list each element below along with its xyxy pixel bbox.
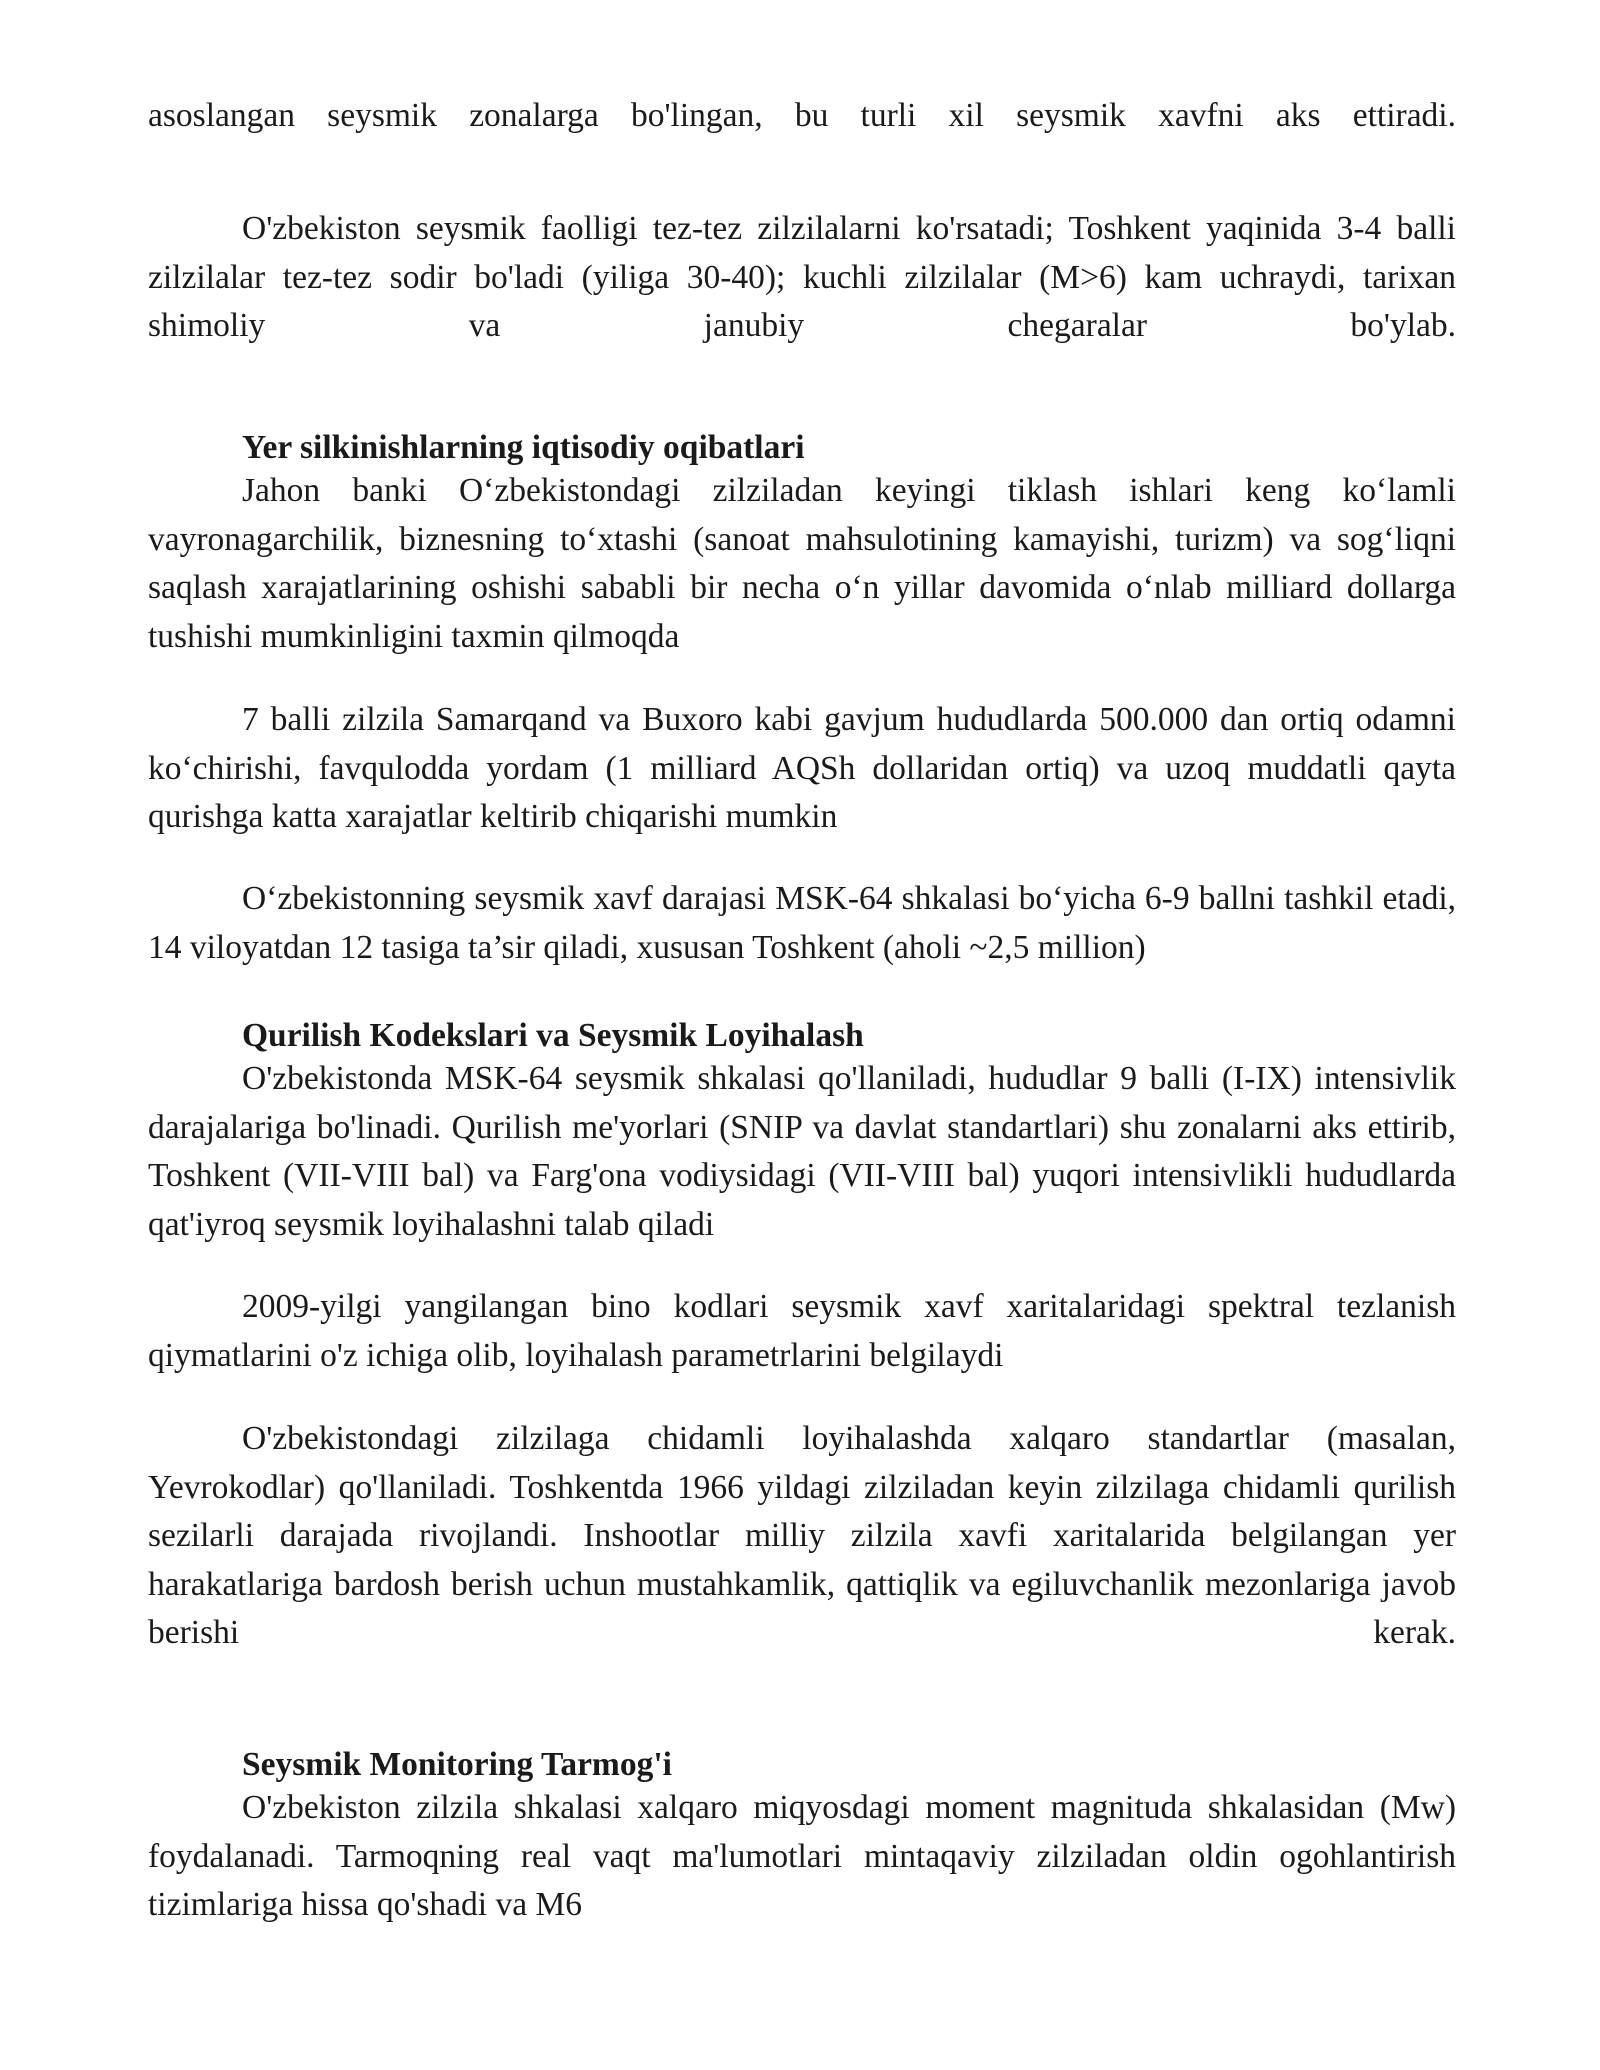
heading-economic-consequences: Yer silkinishlarning iqtisodiy oqibatlari — [242, 429, 805, 466]
heading-monitoring-network: Seysmik Monitoring Tarmog'i — [242, 1746, 672, 1783]
paragraph-magnitude-7-scenario: 7 balli zilzila Samarqand va Buxoro kabi gavjum hududlarda 500.000 dan ortiq odamni ko‘chirishi, favqulodda yordam (1 milliard AQSh dollaridan ortiq) va uzoq muddatli qayta qurishga katta xarajatlar keltirib chiqarishi mumkin — [148, 701, 1456, 835]
paragraph-2009-codes: 2009-yilgi yangilangan bino kodlari seysmik xavf xaritalaridagi spektral tezlanish qiymatlarini o'z ichiga olib, loyihalash parametrlarini belgilaydi — [148, 1288, 1456, 1374]
paragraph-hazard-level: O‘zbekistonning seysmik xavf darajasi MSK-64 shkalasi bo‘yicha 6-9 ballni tashkil etadi, 14 viloyatdan 12 tasiga ta’sir qiladi, xususan Toshkent (aholi ~2,5 million) — [148, 880, 1456, 966]
heading-building-codes: Qurilish Kodekslari va Seysmik Loyihalash — [242, 1017, 864, 1054]
paragraph-world-bank-estimate: Jahon banki O‘zbekistondagi zilziladan keyingi tiklash ishlari keng ko‘lamli vayronagarchilik, biznesning to‘xtashi (sanoat mahsulotining kamayishi, turizm) va sog‘liqni saqlash xarajatlarining oshishi sababli bir necha o‘n yillar davomida o‘nlab milliard dollarga tushishi mumkinligini taxmin qilmoqda — [148, 472, 1456, 655]
paragraph-msk64-scale: O'zbekistonda MSK-64 seysmik shkalasi qo'llaniladi, hududlar 9 balli (I-IX) intensivlik darajalariga bo'linadi. Qurilish me'yorlari (SNIP va davlat standartlari) shu zonalarni aks ettirib, Toshkent (VII-VIII bal) va Farg'ona vodiysidagi (VII-VIII bal) yuqori intensivlikli hududlarda qat'iyroq seysmik loyihalashni talab qiladi — [148, 1060, 1456, 1243]
paragraph-international-standards: O'zbekistondagi zilzilaga chidamli loyihalashda xalqaro standartlar (masalan, Yevrokodlar) qo'llaniladi. Toshkentda 1966 yildagi zilziladan keyin zilzilaga chidamli qurilish sezilarli darajada rivojlandi. Inshootlar milliy zilzila xavfi xaritalarida belgilangan yer harakatlariga bardosh berish uchun mustahkamlik, qattiqlik va egiluvchanlik mezonlariga javob berishi kerak. — [148, 1420, 1456, 1651]
paragraph-seismic-activity: O'zbekiston seysmik faolligi tez-tez zilzilalarni ko'rsatadi; Toshkent yaqinida 3-4 balli zilzilalar tez-tez sodir bo'ladi (yiliga 30-40); kuchli zilzilalar (M>6) kam uchraydi, tarixan shimoliy va janubiy chegaralar bo'ylab. — [148, 210, 1456, 344]
paragraph-intro-continuation: asoslangan seysmik zonalarga bo'lingan, bu turli xil seysmik xavfni aks ettiradi. — [148, 97, 1456, 134]
paragraph-moment-magnitude: O'zbekiston zilzila shkalasi xalqaro miqyosdagi moment magnituda shkalasidan (Mw) foydalanadi. Tarmoqning real vaqt ma'lumotlari mintaqaviy zilziladan oldin ogohlantirish tizimlariga hissa qo'shadi va M6 — [148, 1789, 1456, 1923]
